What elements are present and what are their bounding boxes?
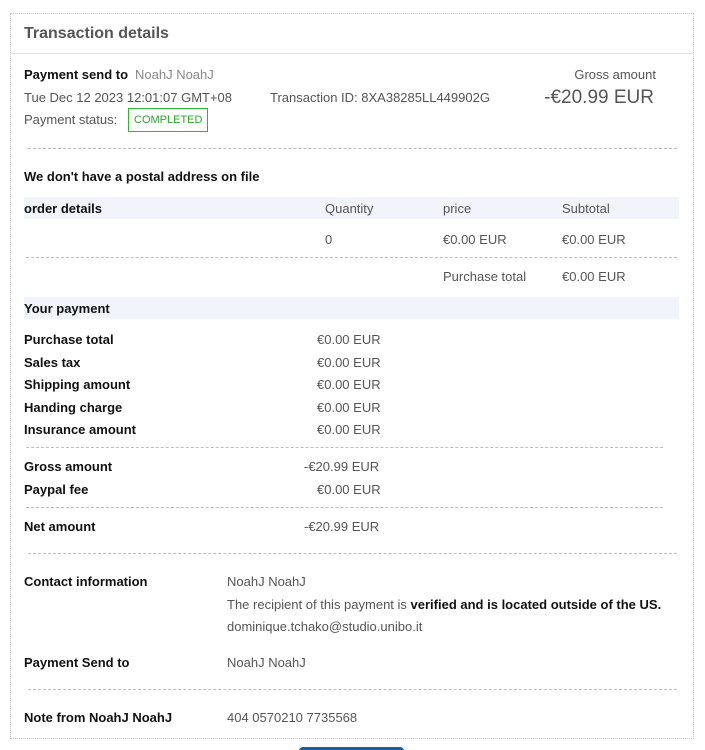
payment-line-label: Sales tax <box>24 355 81 370</box>
panel-header <box>11 14 693 54</box>
divider <box>26 507 663 508</box>
gross-amount-label: Gross amount <box>574 67 656 82</box>
payment-line-label: Purchase total <box>24 332 114 347</box>
gross-amount-value: -€20.99 EUR <box>544 87 654 108</box>
payment-line-value: €0.00 EUR <box>317 355 381 370</box>
recipient-name: NoahJ NoahJ <box>135 67 214 82</box>
purchase-total-label: Purchase total <box>443 269 527 284</box>
your-payment-title: Your payment <box>24 301 110 316</box>
contact-information-label: Contact information <box>24 574 148 589</box>
payment-line-value: €0.00 EUR <box>317 422 381 437</box>
note-value: 404 0570210 7735568 <box>227 710 358 725</box>
net-amount-label: Net amount <box>24 519 96 534</box>
payment-header-band <box>24 297 679 319</box>
order-details-header: order details <box>24 201 103 216</box>
verification-notice <box>227 597 661 612</box>
quantity-header: Quantity <box>325 201 374 216</box>
payment-line-label: Insurance amount <box>24 422 136 437</box>
divider <box>26 257 677 258</box>
gross-amount-row-value: -€20.99 EUR <box>304 459 380 474</box>
page-title: Transaction details <box>24 25 169 42</box>
payment-send-to-row-label: Payment Send to <box>24 655 130 670</box>
payment-line-label: Handing charge <box>24 400 123 415</box>
paypal-fee-value: €0.00 EUR <box>317 482 381 497</box>
price-header: price <box>443 201 472 216</box>
order-quantity: 0 <box>325 232 333 247</box>
payment-line-value: €0.00 EUR <box>317 377 381 392</box>
net-amount-value: -€20.99 EUR <box>304 519 380 534</box>
payment-line-value: €0.00 EUR <box>317 332 381 347</box>
transaction-date: Tue Dec 12 2023 12:01:07 GMT+08 <box>24 90 233 105</box>
payment-send-to-row-value: NoahJ NoahJ <box>227 655 306 670</box>
verification-prefix: The recipient of this payment is <box>227 597 411 612</box>
payment-line-value: €0.00 EUR <box>317 400 381 415</box>
note-label: Note from NoahJ NoahJ <box>24 710 173 725</box>
contact-email: dominique.tchako@studio.unibo.it <box>227 619 423 634</box>
payment-send-to-label: Payment send to <box>24 67 129 82</box>
transaction-id: Transaction ID: 8XA38285LL449902G <box>270 90 490 105</box>
divider <box>28 148 677 149</box>
contact-name: NoahJ NoahJ <box>227 574 306 589</box>
paypal-fee-label: Paypal fee <box>24 482 89 497</box>
divider <box>28 553 677 554</box>
gross-amount-row-label: Gross amount <box>24 459 113 474</box>
payment-line-label: Shipping amount <box>24 377 131 392</box>
payment-status-label: Payment status: <box>24 112 118 127</box>
verification-status: verified and is located outside of the US. <box>410 597 662 612</box>
divider <box>28 689 677 690</box>
postal-address-notice: We don't have a postal address on file <box>24 169 260 184</box>
purchase-total-value: €0.00 EUR <box>562 269 626 284</box>
status-badge: COMPLETED <box>128 108 208 132</box>
subtotal-header: Subtotal <box>562 201 610 216</box>
order-price: €0.00 EUR <box>443 232 507 247</box>
divider <box>26 447 663 448</box>
order-subtotal: €0.00 EUR <box>562 232 626 247</box>
